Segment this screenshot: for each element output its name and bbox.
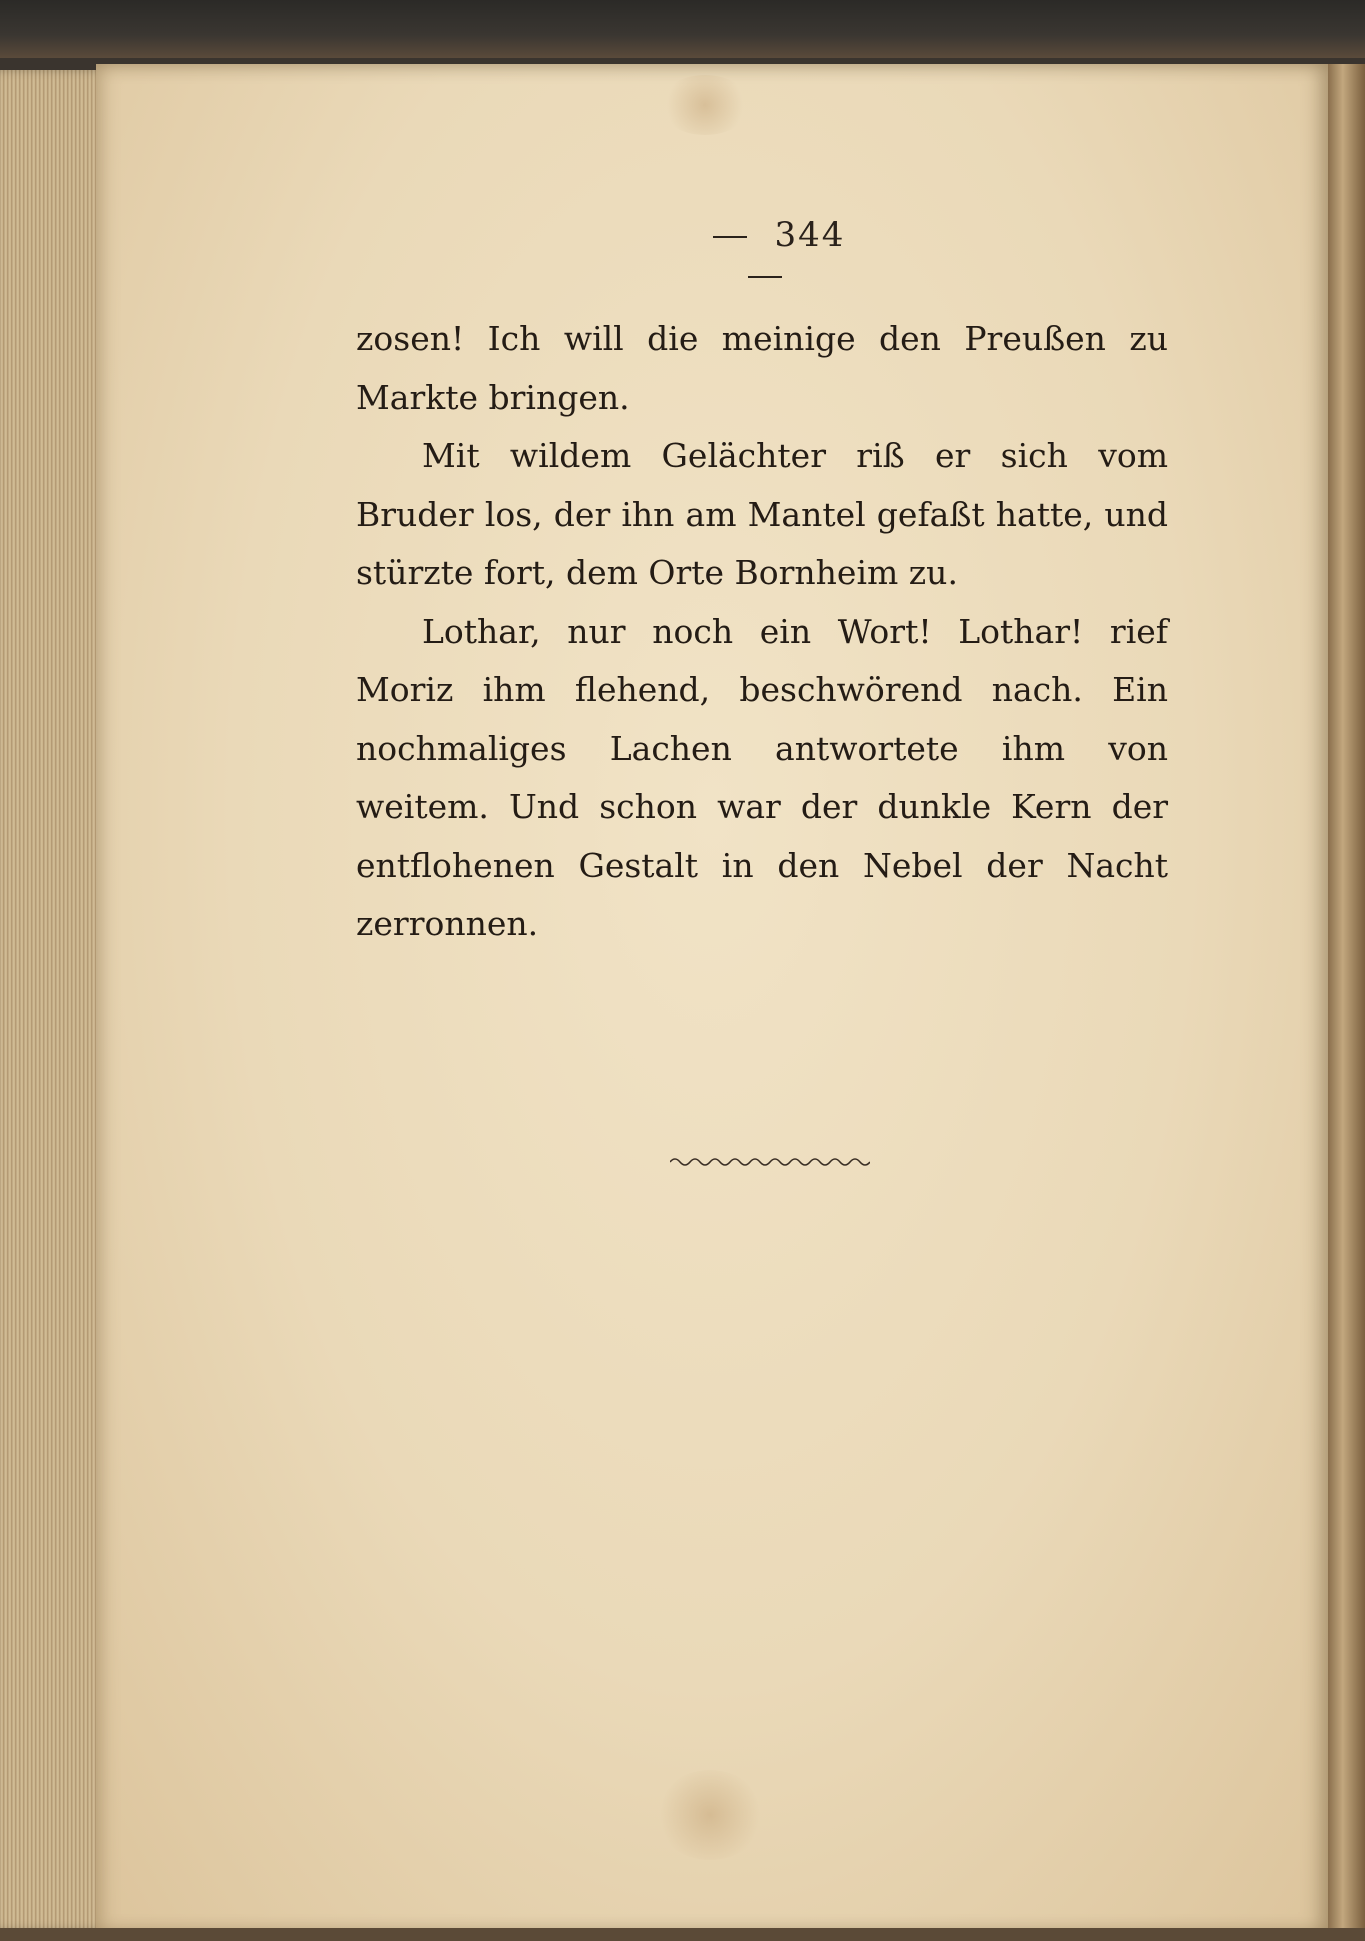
paper-stain: [660, 75, 750, 135]
page-header: [640, 215, 890, 295]
book-binding-top: [0, 0, 1365, 58]
header-dash-right: [748, 276, 782, 278]
paragraph-2: Mit wildem Gelächter riß er sich vom Bruder los, der ihn am Mantel gefaßt hatte, und stürzte fort, dem Orte Bornheim zu.: [356, 436, 1168, 592]
paragraph-1: zosen! Ich will die meinige den Preußen zu Markte bringen.: [356, 319, 1168, 417]
book-right-edge: [1328, 64, 1365, 1934]
wavy-line-ornament-icon: [670, 1155, 870, 1169]
page-number: 344: [774, 215, 846, 255]
body-text: [356, 310, 1168, 954]
paragraph-3: Lothar, nur noch ein Wort! Lothar! rief Moriz ihm flehend, beschwörend nach. Ein nochmaliges Lachen antwortete ihm von weitem. Und schon war der dunkle Kern der entflohenen Gestalt in den Nebel der Nacht zerronnen.: [356, 611, 1168, 943]
page-stack-edge: [0, 70, 110, 1930]
book-bottom-edge: [0, 1928, 1365, 1941]
header-dash-left: [713, 236, 747, 238]
paper-stain: [655, 1770, 765, 1860]
